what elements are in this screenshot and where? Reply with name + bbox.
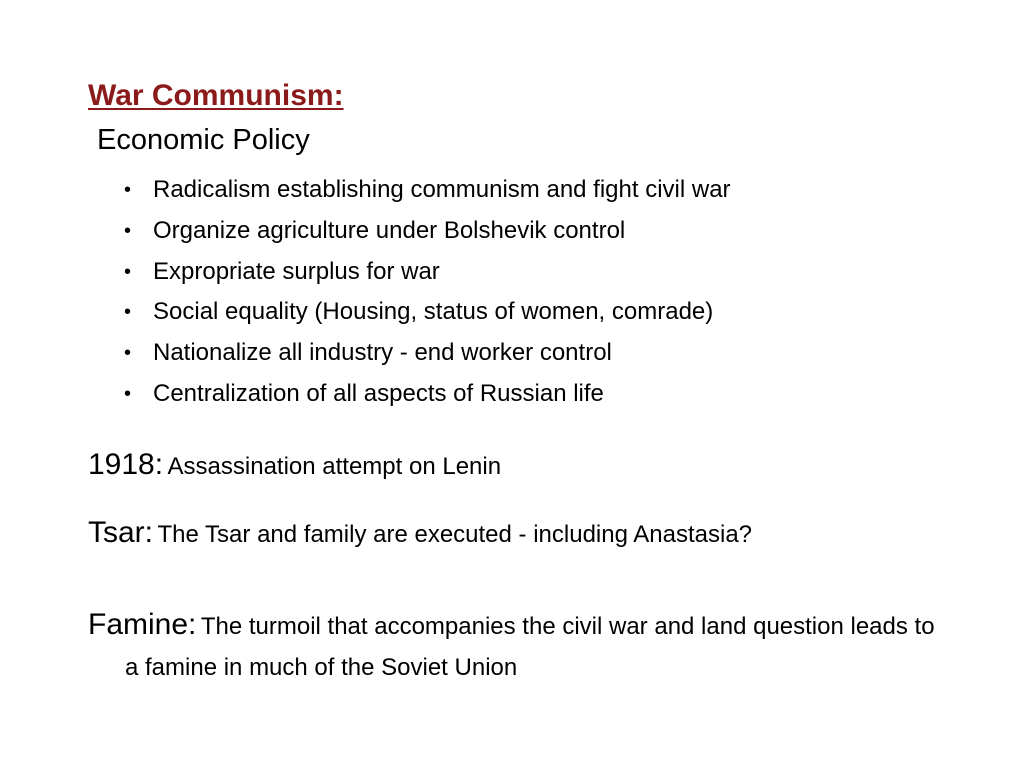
entry-label: 1918: [88, 448, 164, 481]
bullet-text: Organize agriculture under Bolshevik control [153, 216, 626, 244]
bullet-dot-icon: • [124, 260, 132, 283]
entry-famine [88, 606, 945, 690]
entry-label: Famine: [88, 608, 197, 641]
entry-text: Assassination attempt on Lenin [167, 453, 502, 480]
slide-title: War Communism: [88, 79, 344, 112]
entry-label: Tsar: [88, 516, 154, 549]
bullet-dot-icon: • [124, 382, 132, 405]
bullet-item [118, 176, 731, 204]
entry-1918 [88, 445, 501, 490]
bullet-list [118, 176, 731, 421]
entry-text: The Tsar and family are executed - including Anastasia? [157, 521, 753, 548]
bullet-text: Expropriate surplus for war [153, 257, 440, 285]
bullet-text: Nationalize all industry - end worker control [153, 339, 612, 367]
bullet-item [118, 217, 731, 245]
bullet-dot-icon: • [124, 301, 132, 324]
bullet-text: Radicalism establishing communism and fight civil war [153, 176, 731, 203]
bullet-item [118, 298, 731, 326]
bullet-dot-icon: • [124, 342, 132, 365]
bullet-item [118, 339, 731, 367]
entry-text: The turmoil that accompanies the civil war and land question leads to a famine in much of the Soviet Union [125, 613, 935, 681]
slide-subtitle: Economic Policy [97, 124, 310, 156]
bullet-dot-icon: • [124, 219, 132, 242]
bullet-dot-icon: • [124, 179, 132, 201]
bullet-item [118, 258, 731, 286]
bullet-item [118, 380, 731, 408]
bullet-text: Social equality (Housing, status of women, comrade) [153, 298, 714, 326]
entry-tsar [88, 513, 752, 558]
bullet-text: Centralization of all aspects of Russian life [153, 379, 604, 407]
